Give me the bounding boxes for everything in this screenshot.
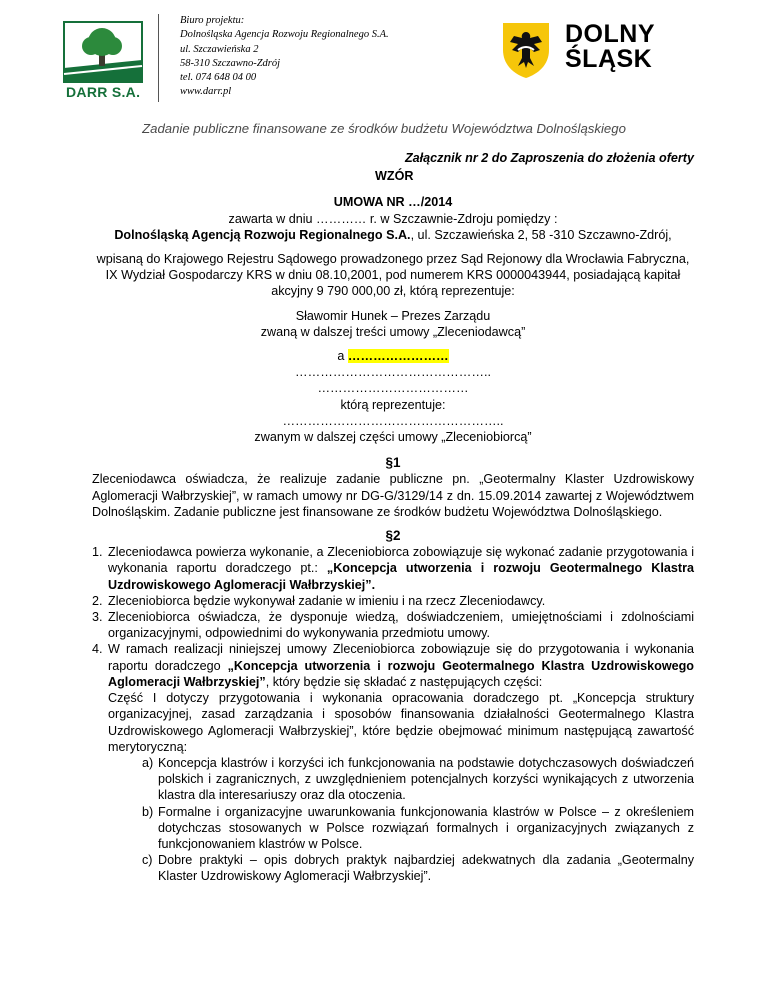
office-line: Biuro projektu: xyxy=(180,15,245,26)
item-number: 1. xyxy=(92,545,103,560)
party2-intro xyxy=(92,348,694,364)
list-item xyxy=(92,609,694,641)
registry-line: IX Wydział Gospodarczy KRS w dniu 08.10,2001, pod numerem KRS 0000043944, posiadającą kapitał xyxy=(105,268,681,283)
and-word: a xyxy=(337,349,345,364)
party2-rep-dots: …………………………………………….. xyxy=(282,413,504,428)
darr-logo-text: DARR S.A. xyxy=(66,84,141,100)
office-line: tel. 074 648 04 00 xyxy=(180,72,257,84)
list-item xyxy=(92,593,694,609)
party2-dots: ……………………………………….. xyxy=(295,365,491,380)
section-2-list xyxy=(92,544,694,755)
party2-dots: ……………………………… xyxy=(317,381,469,396)
page-header xyxy=(0,0,768,115)
party-name: Dolnośląską Agencją Rozwoju Regionalnego S.A. xyxy=(114,227,411,242)
region-logo-text xyxy=(565,22,655,72)
section-1-heading: §1 xyxy=(385,455,401,471)
annex-heading: Załącznik nr 2 do Zaproszenia do złożenia oferty xyxy=(404,151,694,165)
header-divider xyxy=(158,14,159,102)
funding-note: Zadanie publiczne finansowane ze środków budżetu Województwa Dolnośląskiego xyxy=(142,121,626,136)
office-line: 58-310 Szczawno-Zdrój xyxy=(180,57,281,69)
item-text: Dobre praktyki – opis dobrych praktyk najbardziej adekwatnych dla zadania „Geotermalny Klaster Uzdrowiskowy Aglomeracji Wałbrzyskiej”. xyxy=(158,853,694,884)
region-logo-line: DOLNY xyxy=(565,20,655,48)
office-line: ul. Szczawieńska 2 xyxy=(180,43,259,55)
contract-title: UMOWA NR …/2014 xyxy=(333,195,453,210)
item-text: Zleceniobiorca będzie wykonywał zadanie w imieniu i na rzecz Zleceniodawcy. xyxy=(108,593,546,608)
item-text: Zleceniobiorca oświadcza, że dysponuje wiedzą, doświadczeniem, umiejętnościami i zdolnościami organizacyjnymi, odpowiednimi do wykonywania przedmiotu umowy. xyxy=(108,610,694,641)
item-letter: c) xyxy=(142,853,153,868)
party-address: , ul. Szczawieńska 2, 58 -310 Szczawno-Zdrój, xyxy=(410,227,672,242)
item-text: Koncepcja klastrów i korzyści ich funkcjonowania na podstawie dotychczasowych doświadczeń polskich i zagranicznych, z uwzględnieniem potencjalnych korzyści wynikających z utworzenia klastra dla interesariuszy oraz dla otoczenia. xyxy=(158,755,694,803)
report-title: „Koncepcja utworzenia i rozwoju Geotermalnego Klastra Uzdrowiskowego Aglomeracji Wałbrzyskiej” xyxy=(108,658,695,689)
item-number: 4. xyxy=(92,642,103,657)
item-text: Formalne i organizacyjne uwarunkowania funkcjonowania klastrów w Polsce – z określeniem dotychczas stosowanych w Polsce rozwiązań formalnych i organizacyjnych związanych z funkcjonowaniem klastrów w Polsce. xyxy=(158,804,694,851)
section-2-heading: §2 xyxy=(385,528,401,544)
contract-party xyxy=(92,227,694,243)
contract-concluded: zawarta w dniu ………… r. w Szczawnie-Zdroju pomiędzy : xyxy=(228,211,558,226)
party2-called: zwanym w dalszej części umowy „Zleceniobiorcą” xyxy=(254,430,532,445)
list-item xyxy=(92,755,694,804)
item-letter: b) xyxy=(142,804,154,819)
part-1-content-list xyxy=(92,755,694,885)
report-title: „Koncepcja utworzenia i rozwoju Geotermalnego Klastra Uzdrowiskowego Aglomeracji Wałbrzyskiej”. xyxy=(108,561,694,592)
item-number: 3. xyxy=(92,610,103,625)
party2-placeholder: …………………… xyxy=(347,349,449,364)
item-text: W ramach realizacji niniejszej umowy Zleceniobiorca zobowiązuje się do przygotowania i wykonania raportu doradczego xyxy=(108,642,694,673)
list-item xyxy=(92,804,694,853)
template-label: WZÓR xyxy=(375,169,414,184)
office-line: Dolnośląska Agencja Rozwoju Regionalnego S.A. xyxy=(180,29,389,41)
list-item xyxy=(92,852,694,884)
office-line: www.darr.pl xyxy=(180,86,232,98)
document-body xyxy=(92,144,694,885)
registry-line: akcyjny 9 790 000,00 zł, którą reprezentuje: xyxy=(271,284,515,299)
region-logo-line: ŚLĄSK xyxy=(565,45,653,73)
registry-line: wpisaną do Krajowego Rejestru Sądowego prowadzonego przez Sąd Rejonowy dla Wrocławia Fabryczna, xyxy=(96,252,690,267)
list-item xyxy=(92,544,694,593)
party2-rep-label: którą reprezentuje: xyxy=(340,397,446,412)
item-text: , który będzie się składać z następujących części: xyxy=(265,674,543,689)
item-letter: a) xyxy=(142,755,154,770)
project-office-info xyxy=(180,14,389,100)
list-item xyxy=(92,641,694,754)
item-text: Zleceniodawca powierza wykonanie, a Zleceniobiorca zobowiązuje się wykonać zadanie przygotowania i wykonania raportu doradczego pt.: xyxy=(108,545,694,576)
eagle-crest-icon xyxy=(500,20,552,80)
representative: Sławomir Hunek – Prezes Zarządu xyxy=(295,308,491,323)
party1-called: zwaną w dalszej treści umowy „Zleceniodawcą” xyxy=(260,324,526,339)
part-1-description: Część I dotyczy przygotowania i wykonania opracowania doradczego pt. „Koncepcja struktury organizacyjnej, zasad zarządzania i sposobów finansowania działalności Geotermalnego Klastra Uzdrowiskowego Aglomeracji Wałbrzyskiej”, które będzie obejmować minimum następującą zawartość merytoryczną: xyxy=(108,691,694,754)
item-number: 2. xyxy=(92,593,103,608)
section-1-text: Zleceniodawca oświadcza, że realizuje zadanie publiczne pn. „Geotermalny Klaster Uzdrowiskowy Aglomeracji Wałbrzyskiej”, w ramach umowy nr DG-G/3129/14 z dn. 15.09.2014 zawartej z Województwem Dolnośląskim. Zadanie publiczne jest finansowane ze środków budżetu Województwa Dolnośląskiego. xyxy=(92,472,694,519)
